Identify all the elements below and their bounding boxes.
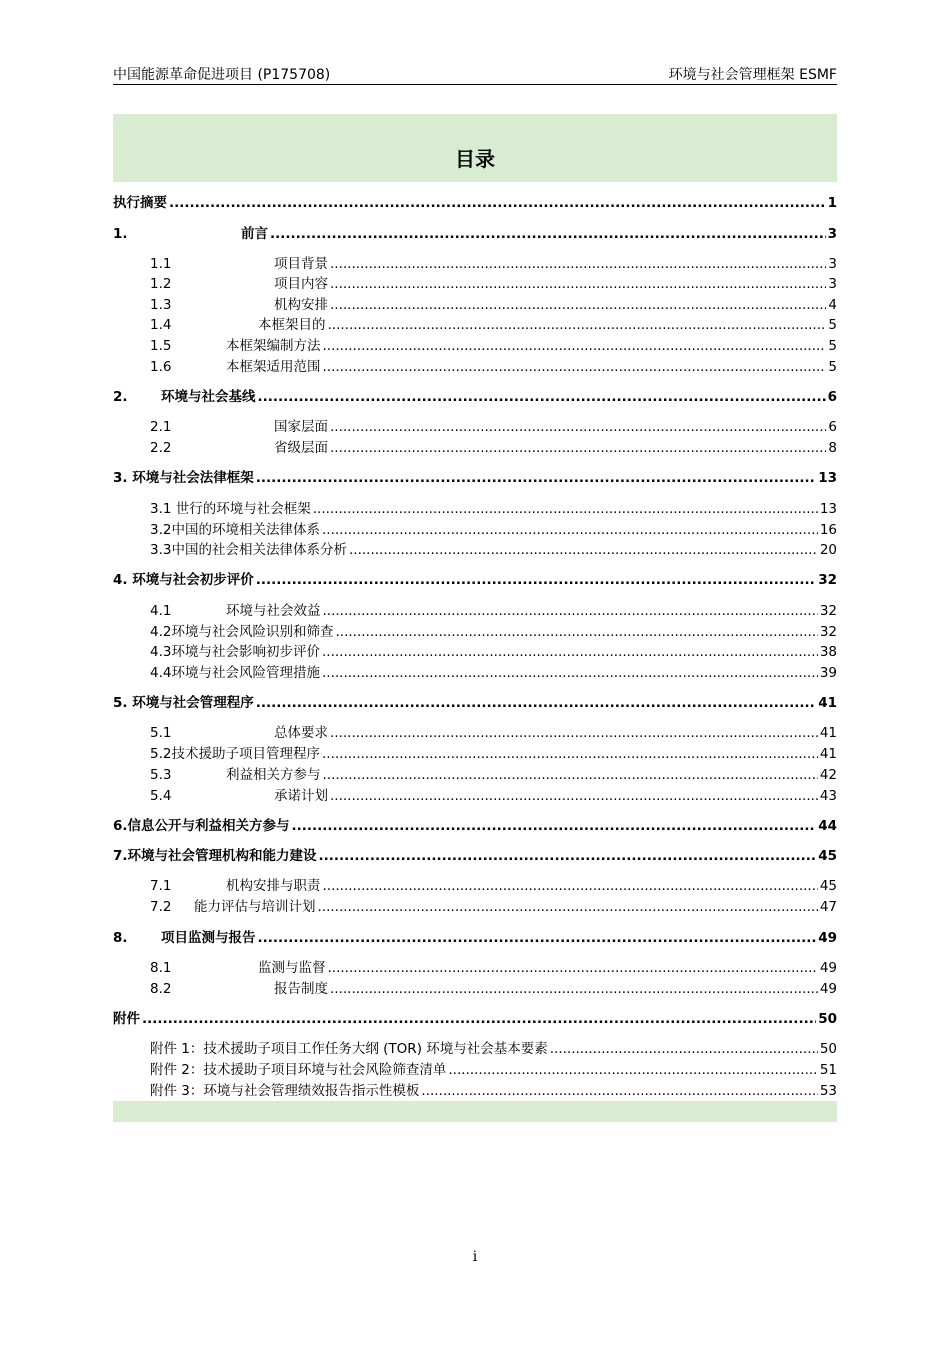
toc-entry bbox=[113, 438, 837, 458]
toc-entry bbox=[113, 499, 837, 519]
toc-entry bbox=[113, 622, 837, 642]
toc-entry-page: 49 bbox=[819, 960, 837, 976]
toc-dot-leader bbox=[258, 387, 826, 407]
toc-entry-label: 附件 3：环境与社会管理绩效报告指示性模板 bbox=[150, 1083, 420, 1099]
toc-dot-leader bbox=[256, 468, 816, 488]
toc-entry-label: 承诺计划 bbox=[274, 788, 328, 804]
toc-dot-leader bbox=[330, 438, 826, 458]
toc-entry bbox=[113, 693, 837, 713]
toc-dot-leader bbox=[292, 816, 817, 836]
toc-entry-page: 43 bbox=[819, 788, 837, 804]
toc-entry bbox=[113, 387, 837, 407]
toc-dot-leader bbox=[322, 663, 818, 683]
toc-dot-leader bbox=[313, 499, 818, 519]
toc-entry bbox=[113, 765, 837, 785]
toc-entry-page: 3 bbox=[828, 276, 837, 292]
toc-dot-leader bbox=[256, 570, 816, 590]
toc-entry-page: 32 bbox=[819, 624, 837, 640]
toc-entry bbox=[113, 417, 837, 437]
toc-dot-leader bbox=[142, 1009, 816, 1029]
toc-entry-label: 本框架目的 bbox=[258, 317, 326, 333]
toc-title-banner bbox=[113, 114, 837, 182]
toc-entry-number: 2.2 bbox=[150, 440, 172, 456]
toc-dot-leader bbox=[258, 928, 817, 948]
toc-entry-label: 附件 2：技术援助子项目环境与社会风险筛查清单 bbox=[150, 1062, 447, 1078]
toc-entry-label: 项目监测与报告 bbox=[161, 930, 256, 946]
toc-dot-leader bbox=[330, 417, 826, 437]
toc-entry-label: 4.3环境与社会影响初步评价 bbox=[150, 644, 320, 660]
toc-entry-label: 项目背景 bbox=[274, 256, 328, 272]
toc-entry-number: 8.1 bbox=[150, 960, 172, 976]
toc-entry-label: 前言 bbox=[241, 226, 268, 242]
toc-entry-page: 41 bbox=[818, 695, 837, 711]
toc-entry-label: 执行摘要 bbox=[113, 195, 167, 211]
toc-entry bbox=[113, 1081, 837, 1101]
toc-dot-leader bbox=[330, 295, 826, 315]
toc-entry bbox=[113, 540, 837, 560]
toc-entry-page: 1 bbox=[827, 195, 837, 211]
toc-dot-leader bbox=[322, 744, 818, 764]
toc-dot-leader bbox=[256, 693, 816, 713]
toc-entry bbox=[113, 295, 837, 315]
toc-entry bbox=[113, 315, 837, 335]
toc-entry-number: 1.3 bbox=[150, 297, 172, 313]
toc-entry-label: 4.4环境与社会风险管理措施 bbox=[150, 665, 320, 681]
toc-entry-label: 国家层面 bbox=[274, 419, 328, 435]
toc-entry-page: 42 bbox=[819, 767, 837, 783]
toc-entry-number: 5.1 bbox=[150, 725, 172, 741]
toc-entry-page: 44 bbox=[818, 818, 837, 834]
toc-entry-page: 6 bbox=[828, 419, 837, 435]
toc-entry-label: 附件 1：技术援助子项目工作任务大纲 (TOR) 环境与社会基本要素 bbox=[150, 1041, 548, 1057]
toc-dot-leader bbox=[323, 357, 827, 377]
toc-entry-label: 附件 bbox=[113, 1011, 140, 1027]
toc-dot-leader bbox=[322, 642, 818, 662]
toc-entry-page: 38 bbox=[819, 644, 837, 660]
toc-entry-page: 4 bbox=[828, 297, 837, 313]
toc-entry bbox=[113, 1039, 837, 1059]
toc-entry-number: 1. bbox=[113, 226, 128, 242]
header-document-title: 环境与社会管理框架 ESMF bbox=[668, 67, 837, 83]
toc-entry-page: 32 bbox=[818, 572, 837, 588]
toc-entry bbox=[113, 274, 837, 294]
toc-entry-page: 41 bbox=[819, 746, 837, 762]
toc-entry-label: 本框架编制方法 bbox=[226, 338, 321, 354]
toc-dot-leader bbox=[323, 876, 818, 896]
toc-entry-number: 1.2 bbox=[150, 276, 172, 292]
toc-entry-page: 20 bbox=[819, 542, 837, 558]
toc-entry-label: 本框架适用范围 bbox=[226, 359, 321, 375]
toc-entry-label: 报告制度 bbox=[274, 981, 328, 997]
toc-entry-page: 53 bbox=[819, 1083, 837, 1099]
toc-entry-number: 2. bbox=[113, 389, 128, 405]
toc-dot-leader bbox=[448, 1060, 817, 1080]
toc-dot-leader bbox=[330, 786, 818, 806]
toc-entry-label: 环境与社会效益 bbox=[226, 603, 321, 619]
toc-dot-leader bbox=[328, 315, 827, 335]
toc-dot-leader bbox=[335, 622, 817, 642]
toc-entry-page: 5 bbox=[828, 338, 837, 354]
toc-entry bbox=[113, 336, 837, 356]
toc-dot-leader bbox=[328, 958, 818, 978]
toc-entry-label: 5. 环境与社会管理程序 bbox=[113, 695, 254, 711]
toc-dot-leader bbox=[323, 765, 818, 785]
toc-entry-page: 5 bbox=[828, 317, 837, 333]
toc-entry-number: 1.1 bbox=[150, 256, 172, 272]
toc-entry bbox=[113, 958, 837, 978]
toc-dot-leader bbox=[349, 540, 818, 560]
toc-entry-label: 3. 环境与社会法律框架 bbox=[113, 470, 254, 486]
toc-entry-label: 6.信息公开与利益相关方参与 bbox=[113, 818, 290, 834]
toc-entry-label: 机构安排 bbox=[274, 297, 328, 313]
toc-dot-leader bbox=[330, 723, 818, 743]
toc-entry-page: 13 bbox=[818, 470, 837, 486]
toc-entry-label: 机构安排与职责 bbox=[226, 878, 321, 894]
toc-entry-page: 8 bbox=[828, 440, 837, 456]
toc-entry-page: 39 bbox=[819, 665, 837, 681]
toc-dot-leader bbox=[322, 520, 818, 540]
toc-dot-leader bbox=[323, 336, 827, 356]
toc-entry-page: 45 bbox=[818, 848, 837, 864]
toc-entry-number: 7.2 bbox=[150, 899, 172, 915]
toc-entry-label: 利益相关方参与 bbox=[226, 767, 321, 783]
toc-entry-page: 6 bbox=[827, 389, 837, 405]
toc-dot-leader bbox=[330, 979, 818, 999]
toc-entry-page: 47 bbox=[819, 899, 837, 915]
toc-entry-page: 13 bbox=[819, 501, 837, 517]
toc-entry-page: 51 bbox=[819, 1062, 837, 1078]
toc-entry-label: 3.2中国的环境相关法律体系 bbox=[150, 522, 320, 538]
toc-entry bbox=[113, 846, 837, 866]
toc-entry-number: 7.1 bbox=[150, 878, 172, 894]
toc-title: 目录 bbox=[455, 147, 495, 171]
toc-entry-number: 5.3 bbox=[150, 767, 172, 783]
toc-dot-leader bbox=[550, 1039, 818, 1059]
toc-dot-leader bbox=[318, 897, 818, 917]
toc-entry-page: 5 bbox=[828, 359, 837, 375]
toc-entry-number: 1.6 bbox=[150, 359, 172, 375]
toc-entry-label: 4. 环境与社会初步评价 bbox=[113, 572, 254, 588]
toc-entry-page: 49 bbox=[818, 930, 837, 946]
toc-dot-leader bbox=[323, 601, 818, 621]
toc-entry bbox=[113, 224, 837, 244]
toc-entry bbox=[113, 663, 837, 683]
toc-entry bbox=[113, 1009, 837, 1029]
toc-entry-label: 3.3中国的社会相关法律体系分析 bbox=[150, 542, 347, 558]
toc-entry-label: 3.1 世行的环境与社会框架 bbox=[150, 501, 311, 517]
toc-entry-page: 3 bbox=[828, 256, 837, 272]
toc-entry-page: 45 bbox=[819, 878, 837, 894]
toc-dot-leader bbox=[421, 1081, 817, 1101]
toc-entry-number: 1.4 bbox=[150, 317, 172, 333]
toc-entry bbox=[113, 928, 837, 948]
page-number: i bbox=[472, 1249, 478, 1265]
toc-entry bbox=[113, 744, 837, 764]
toc-entry-label: 7.环境与社会管理机构和能力建设 bbox=[113, 848, 317, 864]
page-header bbox=[113, 64, 837, 85]
toc-entry bbox=[113, 601, 837, 621]
toc-entry bbox=[113, 723, 837, 743]
toc-entry bbox=[113, 570, 837, 590]
toc-footer-bar bbox=[113, 1101, 837, 1122]
toc-entry-label: 项目内容 bbox=[274, 276, 328, 292]
toc-entry-number: 2.1 bbox=[150, 419, 172, 435]
toc-entry bbox=[113, 876, 837, 896]
toc-dot-leader bbox=[270, 224, 826, 244]
toc-entry-label: 监测与监督 bbox=[258, 960, 326, 976]
toc-entry-number: 8.2 bbox=[150, 981, 172, 997]
toc-entry bbox=[113, 520, 837, 540]
toc-dot-leader bbox=[319, 846, 817, 866]
toc-entry bbox=[113, 357, 837, 377]
toc-entry-label: 5.2技术援助子项目管理程序 bbox=[150, 746, 320, 762]
toc-entry bbox=[113, 254, 837, 274]
toc-entry bbox=[113, 786, 837, 806]
toc-entry-page: 16 bbox=[819, 522, 837, 538]
toc-entry bbox=[113, 979, 837, 999]
toc-entry-label: 省级层面 bbox=[274, 440, 328, 456]
toc-entry-page: 3 bbox=[827, 226, 837, 242]
toc-entry-label: 总体要求 bbox=[274, 725, 328, 741]
toc-entry bbox=[113, 1060, 837, 1080]
toc-entry-page: 49 bbox=[819, 981, 837, 997]
toc-entry-page: 50 bbox=[818, 1011, 837, 1027]
toc-entry-number: 8. bbox=[113, 930, 128, 946]
toc-entry-number: 5.4 bbox=[150, 788, 172, 804]
toc-entry bbox=[113, 193, 837, 213]
toc-dot-leader bbox=[330, 274, 826, 294]
toc-dot-leader bbox=[330, 254, 826, 274]
toc-entry bbox=[113, 897, 837, 917]
toc-entry bbox=[113, 816, 837, 836]
toc-entry bbox=[113, 642, 837, 662]
header-project-title: 中国能源革命促进项目 (P175708) bbox=[113, 67, 331, 83]
toc-entry-number: 1.5 bbox=[150, 338, 172, 354]
toc-dot-leader bbox=[169, 193, 826, 213]
toc-entry bbox=[113, 468, 837, 488]
toc-entry-number: 4.1 bbox=[150, 603, 172, 619]
toc-entry-label: 4.2环境与社会风险识别和筛查 bbox=[150, 624, 334, 640]
toc-entry-page: 32 bbox=[819, 603, 837, 619]
toc-entry-label: 环境与社会基线 bbox=[161, 389, 256, 405]
toc-entry-page: 41 bbox=[819, 725, 837, 741]
toc-entry-label: 能力评估与培训计划 bbox=[194, 899, 316, 915]
toc-entry-page: 50 bbox=[819, 1041, 837, 1057]
